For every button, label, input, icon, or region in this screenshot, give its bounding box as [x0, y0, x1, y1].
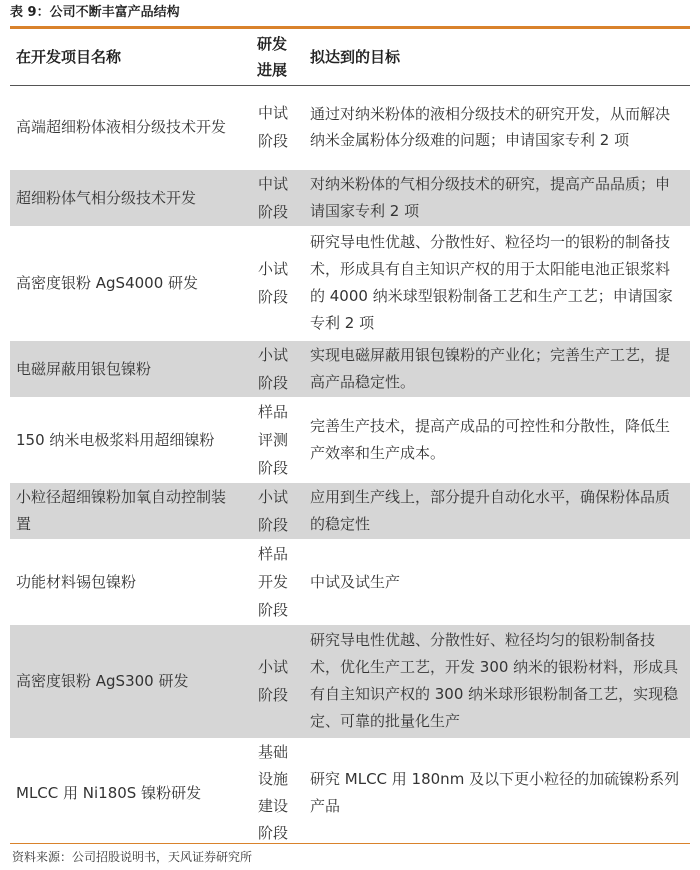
product-table [10, 29, 690, 849]
table-row [10, 226, 690, 340]
table-row [10, 482, 690, 539]
project-progress: 小试阶段 [240, 624, 304, 738]
project-progress: 中试阶段 [240, 85, 304, 169]
table-row [10, 340, 690, 397]
bottom-rule [10, 843, 690, 844]
table-row [10, 85, 690, 169]
table-row [10, 397, 690, 482]
project-name: 超细粉体气相分级技术开发 [10, 169, 240, 226]
project-goal: 完善生产技术，提高产成品的可控性和分散性，降低生产效率和生产成本。 [304, 397, 690, 482]
project-progress: 小试阶段 [240, 226, 304, 340]
header-rule [10, 85, 690, 86]
project-goal: 研究导电性优越、分散性好、粒径均匀的银粉制备技术，优化生产工艺，开发 300 纳米的银粉材料，形成具有自主知识产权的 300 纳米球形银粉制备工艺，实现稳定、可靠的批量化生产 [304, 624, 690, 738]
table-caption: 表 9：公司不断丰富产品结构 [10, 5, 180, 20]
project-name: MLCC 用 Ni180S 镍粉研发 [10, 738, 240, 848]
project-progress: 小试阶段 [240, 340, 304, 397]
project-progress: 样品评测阶段 [240, 397, 304, 482]
project-name: 高密度银粉 AgS300 研发 [10, 624, 240, 738]
table-row [10, 738, 690, 848]
project-goal: 通过对纳米粉体的液相分级技术的研究开发，从而解决纳米金属粉体分级难的问题；申请国家专利 2 项 [304, 85, 690, 169]
table-row [10, 624, 690, 738]
project-progress: 中试阶段 [240, 169, 304, 226]
table-row [10, 539, 690, 624]
project-name: 150 纳米电极浆料用超细镍粉 [10, 397, 240, 482]
project-progress: 基础设施建设阶段 [240, 738, 304, 848]
project-name: 高端超细粉体液相分级技术开发 [10, 85, 240, 169]
header-row [10, 29, 690, 85]
project-goal: 研究 MLCC 用 180nm 及以下更小粒径的加硫镍粉系列产品 [304, 738, 690, 848]
project-goal: 中试及试生产 [304, 539, 690, 624]
project-name: 小粒径超细镍粉加氧自动控制装置 [10, 482, 240, 539]
project-progress: 小试阶段 [240, 482, 304, 539]
project-goal: 应用到生产线上，部分提升自动化水平，确保粉体品质的稳定性 [304, 482, 690, 539]
table-row [10, 169, 690, 226]
project-name: 高密度银粉 AgS4000 研发 [10, 226, 240, 340]
project-goal: 研究导电性优越、分散性好、粒径均一的银粉的制备技术，形成具有自主知识产权的用于太阳能电池正银浆料的 4000 纳米球型银粉制备工艺和生产工艺；申请国家专利 2 项 [304, 226, 690, 340]
project-progress: 样品开发阶段 [240, 539, 304, 624]
source-note: 资料来源：公司招股说明书，天风证券研究所 [12, 850, 253, 864]
project-name: 功能材料锡包镍粉 [10, 539, 240, 624]
project-goal: 对纳米粉体的气相分级技术的研究，提高产品品质；申请国家专利 2 项 [304, 169, 690, 226]
project-name: 电磁屏蔽用银包镍粉 [10, 340, 240, 397]
header-goal: 拟达到的目标 [310, 48, 401, 66]
project-goal: 实现电磁屏蔽用银包镍粉的产业化；完善生产工艺，提高产品稳定性。 [304, 340, 690, 397]
header-name: 在开发项目名称 [16, 48, 122, 66]
header-progress: 研发进展 [257, 35, 288, 79]
